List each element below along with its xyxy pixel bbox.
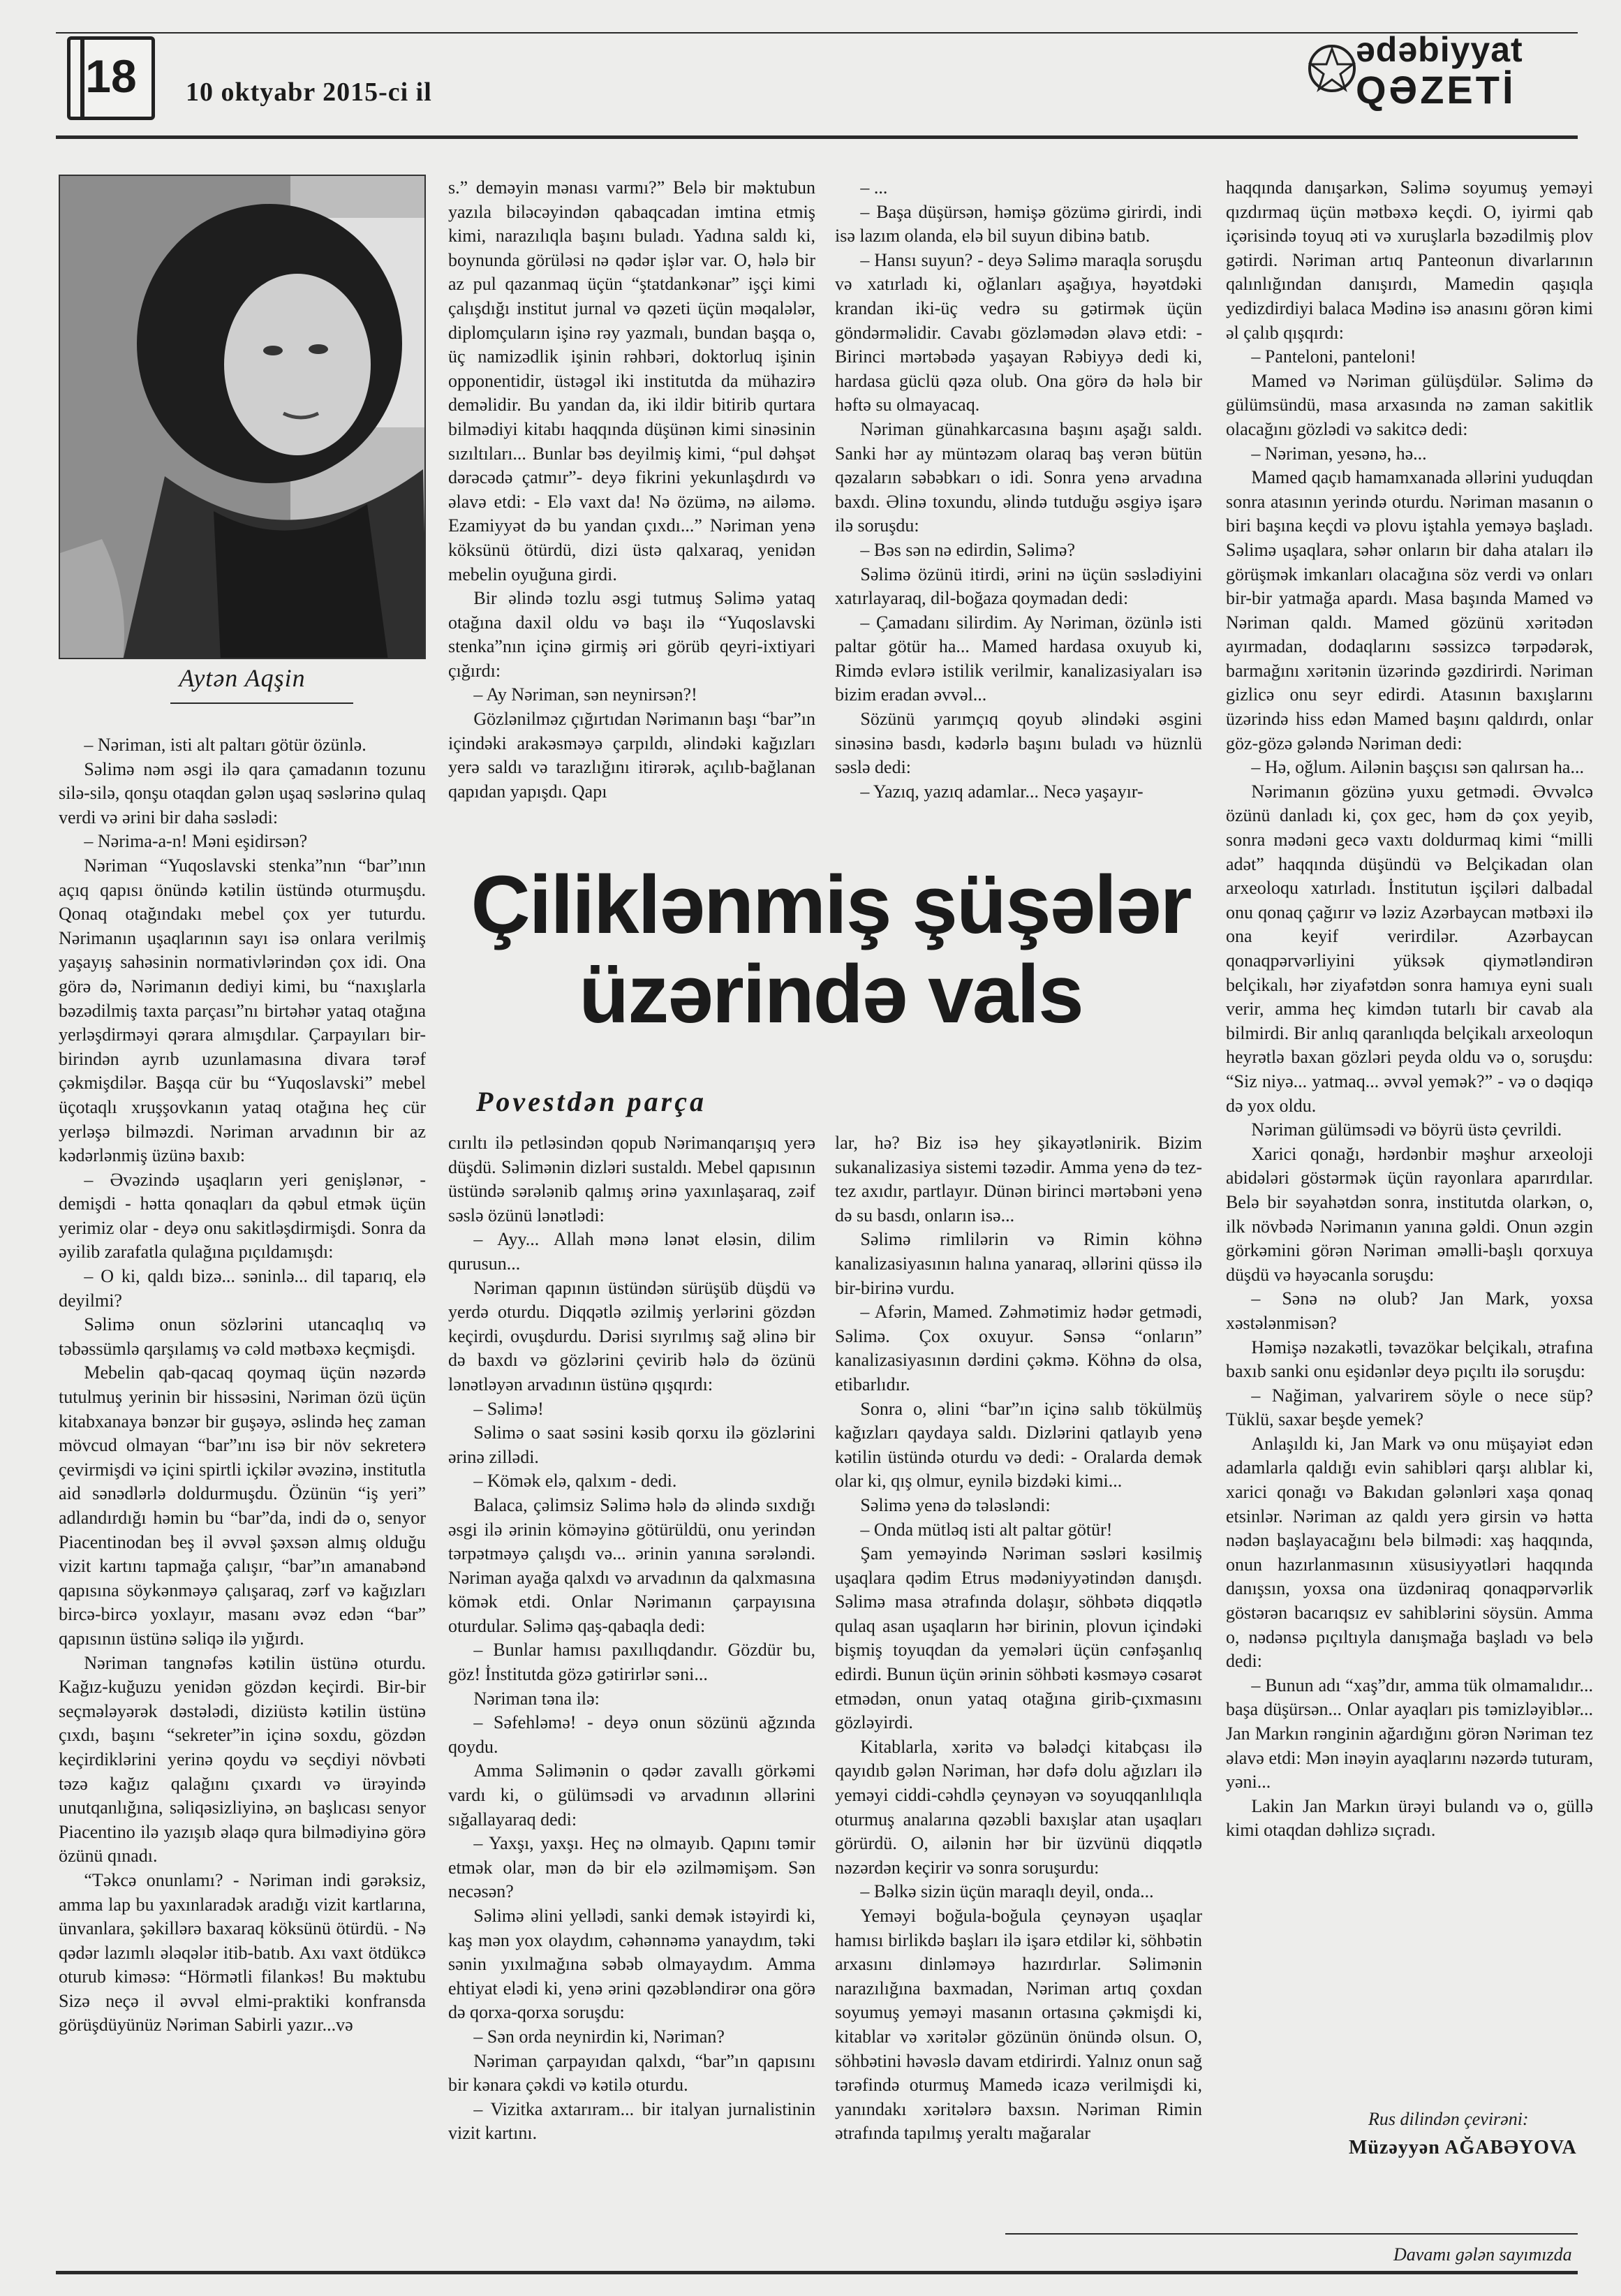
translator-name: Müzəyyən AĞABƏYOVA bbox=[1349, 2137, 1577, 2158]
paragraph: lar, hə? Biz isə hey şikayətlənirik. Bizim sukanalizasiya sistemi təzədir. Amma yenə də tez-tez axıdır, partlayır. Dünən birinci mərtəbəni yenə də su basdı, onların isə... bbox=[835, 1133, 1202, 1226]
paragraph: Balaca, çəlimsiz Səlimə hələ də əlində sıxdığı əsgi ilə ərinin köməyinə götürüldü, onu yerindən tərpətməyə çalışdı və... ərinin yanına sərələndi. Nəriman ayağa qalxdı və arvadının da qalxmasına kömək etdi. Onlar Nərimanın çarpayısına oturdular. Səlimə qaş-qabaqla dedi: bbox=[448, 1494, 815, 1636]
paragraph: – Onda mütləq isti alt paltar götür! bbox=[860, 1519, 1113, 1540]
caption-underline bbox=[170, 702, 353, 704]
column-3-bottom bbox=[835, 1131, 1202, 2262]
paragraph: Mebelin qab-qacaq qoymaq üçün nəzərdə tutulmuş yerinin bir hissəsini, Nəriman özü üçün kitabxanaya bənzər bir guşəyə, əslində heç zaman mövcud olmayan “bar”ını isə bir növ sekreterə çevirmişdi və içini spirtli içkilər əvəzinə, institutla aid sənədlərlə doldurmuşdu. Özünün “iş yeri” adlandırdığı həmin bu “bar”da, indi də o, senyor Piacentinodan beş il əvvəl şəxsən almış olduğu vizit kartını tapmağa çalışır, “bar”ın amanabənd qapısına söykənməyə çalışaraq, zərf və kağızları bircə-bircə yoxlayır, masanı əvəz edən “bar” qapısının üstünə səliqə ilə yığırdı. bbox=[59, 1362, 426, 1649]
star-emblem-icon bbox=[1307, 43, 1357, 94]
paragraph: Gözlənilməz çığırtıdan Nərimanın başı “bar”ın içindəki arakəsməyə çarpıldı, əlindəki kağızları yerə saldı və tarazlığını itirərək, açılıb-bağlanan qapıdan yapışdı. Qapı bbox=[448, 709, 815, 802]
paragraph: Səlimə yenə də tələsləndi: bbox=[860, 1494, 1051, 1515]
paragraph: – Yaxşı, yaxşı. Heç nə olmayıb. Qapını təmir etmək olar, mən də bir elə əzilməmişəm. Sən necəsən? bbox=[448, 1833, 815, 1902]
paragraph: Şam yeməyində Nəriman səsləri kəsilmiş uşaqlara qədim Etrus mədəniyyətindən danışdı. Səlimə masa ətrafında dolaşır, söhbətə diqqətlə qulaq asan uşaqların hər birinin, plovun içindəki bişmiş toyuqdan da yemələri üçün cənfəşanlıq edirdi. Bunun üçün ərinin söhbəti kəsməyə cəsarət etmədən, onun yataq otağına girib-çıxmasını gözləyirdi. bbox=[835, 1543, 1202, 1733]
paragraph: – Vizitka axtarıram... bir italyan jurnalistinin vizit kartını. bbox=[448, 2098, 815, 2144]
footer-rule bbox=[56, 2271, 1578, 2274]
paragraph: – Afərin, Mamed. Zəhmətimiz hədər getmədi, Səlimə. Çox oxuyur. Sənsə “onların” kanalizasiyasının dərdini çəkmə. Köhnə də olsa, etibarlıdır. bbox=[835, 1302, 1202, 1394]
paragraph: Səlimə rimlilərin və Rimin köhnə kanalizasiyasının halına yanaraq, əllərini qüssə ilə bir-birinə vurdu. bbox=[835, 1229, 1202, 1298]
paragraph: – Nəriman, isti alt paltarı götür özünlə. bbox=[84, 735, 367, 755]
column-2-top bbox=[448, 176, 815, 867]
paragraph: Səlimə özünü itirdi, ərini nə üçün səslədiyini xatırlayaraq, dil-boğaza qoymadan dedi: bbox=[835, 564, 1202, 609]
column-4 bbox=[1226, 176, 1593, 2103]
paragraph: haqqında danışarkən, Səlimə soyumuş yeməyi qızdırmaq üçün mətbəxə keçdi. O, iyirmi qab içərisində toyuq əti və xuruşlarla bəzədilmiş plov gətirdi. Nəriman artıq Panteonun divarlarının qalınlığından danışırdı, Mamedin qaşıqla yedizdirdiyi balaca Mədinə isə anasını görən kimi əl çalıb qışqırdı: bbox=[1226, 177, 1593, 343]
paragraph: – Hansı suyun? - deyə Səlimə maraqla soruşdu və xatırladı ki, oğlanları aşağıya, həyətdəki krandan iki-üç vedrə su gətirmək üçün göndərməlidir. Cavabı gözləmədən əlavə etdi: - Birinci mərtəbədə yaşayan Rəbiyyə dedi ki, hardasa güclü qəza olub. Ona görə də hələ bir həftə su olmayacaq. bbox=[835, 249, 1202, 415]
paragraph: “Təkcə onunlamı? - Nəriman indi gərəksiz, amma lap bu yaxınlaradək aradığı vizit kartlarına, ünvanlara, şəkillərə baxaraq köksünü ötürdü. - Nə qədər lazımlı ələqələr itib-batıb. Axı vaxt ötdükcə oturub kiməsə: “Hörmətli filankəs! Bu məktubu Sizə neçə il əvvəl elmi-praktiki konfransda görüşdüyünüz Nəriman Sabirli yazır...və bbox=[59, 1869, 426, 2036]
paragraph: – Ayy... Allah mənə lənət eləsin, dilim qurusun... bbox=[448, 1229, 815, 1274]
masthead bbox=[1307, 29, 1565, 120]
paragraph: – Sənə nə olub? Jan Mark, yoxsa xəstələnmisən? bbox=[1226, 1288, 1593, 1333]
article-title bbox=[447, 860, 1215, 1039]
paragraph: Kitablarla, xəritə və bələdçi kitabçası ilə qayıdıb gələn Nəriman, hər dəfə dolu ağızları ilə yeməyi ciddi-cəhdlə çeynəyən və soyuqqanlılıqla oturmuş analarına qəzəbli baxışlar atan uşaqları görürdü. O, ailənin hər bir üzvünü diqqətlə nəzərdən keçirir və sonra soruşurdu: bbox=[835, 1736, 1202, 1878]
paragraph: Bir əlində tozlu əsgi tutmuş Səlimə yataq otağına daxil oldu və başı ilə “Yuqoslavski stenka”nın içinə girmiş əri görüb qeyri-ixtiyari çığırdı: bbox=[448, 588, 815, 681]
article-subtitle: Povestdən parça bbox=[476, 1086, 706, 1117]
paragraph: Xarici qonağı, hərdənbir məşhur arxeoloji abidələri göstərmək üçün rayonlara aparırdılar. Belə bir səyahətdən sonra, institutda olarkən, o, ilk növbədə Nərimanın yanına gəldi. Onun əzgin görkəmini görən Nəriman əməlli-başlı qorxuya düşdü və həyəcanla soruşdu: bbox=[1226, 1143, 1593, 1285]
title-line-1: Çiliklənmiş şüşələr bbox=[471, 859, 1191, 951]
translation-note: Rus dilindən çevirəni: bbox=[1368, 2109, 1529, 2129]
paragraph: – Bəlkə sizin üçün maraqlı deyil, onda... bbox=[860, 1881, 1154, 1902]
paragraph: – Sən orda neynirdin ki, Nəriman? bbox=[473, 2026, 725, 2047]
paragraph: – Bunlar hamısı paxıllıqdandır. Gözdür bu, göz! İnstitutda gözə gətirirlər səni... bbox=[448, 1640, 815, 1685]
masthead-line1: ədəbiyyat bbox=[1356, 30, 1523, 69]
paragraph: – Başa düşürsən, həmişə gözümə girirdi, indi isə lazım olanda, elə bil suyun dibinə batıb. bbox=[835, 201, 1202, 246]
page-number-box bbox=[67, 36, 155, 120]
paragraph: Nəriman qapının üstündən sürüşüb düşdü və yerdə oturdu. Diqqətlə əzilmiş yerlərini gözdən keçirdi, ovuşdurdu. Dərisi sıyrılmış sağ əlinə bir də baxdı və gözlərini çevirib hələ də özünü lənətləyən arvadının üstünə qışqırdı: bbox=[448, 1277, 815, 1394]
paragraph: Səlimə nəm əsgi ilə qara çamadanın tozunu silə-silə, qonşu otaqdan gələn uşaq səslərinə qulaq verdi və ərini bir daha səslədi: bbox=[59, 758, 426, 827]
paragraph: Mamed və Nəriman gülüşdülər. Səlimə də gülümsündü, masa arxasında nə zaman sakitlik olacağını gözlədi və sakitcə dedi: bbox=[1226, 370, 1593, 439]
title-line-2: üzərində vals bbox=[579, 948, 1083, 1040]
paragraph: – Bəs sən nə edirdin, Səlimə? bbox=[860, 539, 1075, 560]
paragraph: Lakin Jan Markın ürəyi bulandı və o, güllə kimi otaqdan dəhlizə sıçradı. bbox=[1226, 1795, 1593, 1841]
column-2-bottom bbox=[448, 1131, 815, 2262]
paragraph: cırıltı ilə petləsindən qopub Nərimanqarışıq yerə düşdü. Səlimənin dizləri sustaldı. Mebel qapısının üstündə sərələnib qalmış ərinə yaxınlaşaraq, zəif səslə özünü lənətlədi: bbox=[448, 1133, 815, 1226]
paragraph: Səlimə onun sözlərini utancaqlıq və təbəssümlə qarşılamış və cəld mətbəxə keçmişdi. bbox=[59, 1314, 426, 1359]
author-portrait-image bbox=[60, 176, 426, 659]
paragraph: – Kömək elə, qalxım - dedi. bbox=[473, 1471, 677, 1492]
paragraph: Nəriman təna ilə: bbox=[473, 1688, 600, 1709]
paragraph: Səlimə o saat səsini kəsib qorxu ilə gözlərini ərinə zillədi. bbox=[448, 1422, 815, 1467]
paragraph: Həmişə nəzakətli, təvazökar belçikalı, ətrafına baxıb sanki onu eşidənlər deyə pıçıltı ilə soruşdu: bbox=[1226, 1337, 1593, 1382]
column-1 bbox=[59, 733, 426, 2262]
paragraph: – Bunun adı “xaş”dır, amma tük olmamalıdır... başa düşürsən... Onlar ayaqları pis təmizləyiblər... Jan Markın rənginin ağardığını görən Nəriman tez əlavə etdi: Mən inəyin ayaqlarını nəzərdə tuturam, yəni... bbox=[1226, 1675, 1593, 1793]
author-name: Aytən Aqşin bbox=[179, 664, 306, 692]
paragraph: – Ay Nəriman, sən neynirsən?! bbox=[473, 684, 697, 705]
paragraph: – Yazıq, yazıq adamlar... Necə yaşayır- bbox=[860, 781, 1143, 802]
author-photo bbox=[59, 175, 426, 659]
paragraph: Yeməyi boğula-boğula çeynəyən uşaqlar hamısı birlikdə başları ilə işarə etdilər ki, söhbətin arxasını dinləməyə hazırdırlar. Səlimənin narazılığına baxmadan, Nəriman artıq çoxdan soyumuş yeməyi masanın ortasına çəkmişdi ki, kitablar və xəritələr gözünün önündə olsun. O, söhbətini həvəslə davam etdirirdi. Yalnız onun sağ tərəfində oturmuş Mamedə icazə verilmişdi ki, yanındakı xəritələrə baxsın. Nəriman Rimin ətrafında tapılmış yeraltı mağaralar bbox=[835, 1906, 1202, 2144]
paragraph: – ... bbox=[860, 177, 888, 198]
footer-hairline bbox=[1005, 2233, 1578, 2235]
paragraph: – Əvəzində uşaqların yeri genişlənər, - demişdi - hətta qonaqları da qəbul etmək üçün yerimiz olar - deyə onu sakitləşdirmişdi. Sonra da əyilib zarafatla qulağına pıçıldamışdı: bbox=[59, 1169, 426, 1263]
paragraph: – Hə, oğlum. Ailənin başçısı sən qalırsan ha... bbox=[1251, 757, 1584, 778]
page-number: 18 bbox=[85, 50, 137, 102]
paragraph: Sözünü yarımçıq qoyub əlindəki əsgini sinəsinə basdı, kədərlə başını buladı və hüznlü səslə dedi: bbox=[835, 709, 1202, 778]
paragraph: – Səlimə! bbox=[473, 1398, 544, 1419]
paragraph: Anlaşıldı ki, Jan Mark və onu müşayiət edən adamlarla qaldığı evin sahibləri qarşı alıblar ki, xarici qonağı və Bakıdan gələnləri xaşa qonaq etsinlər. Nəriman az qaldı yerə girsin və hətta nədən başlayacağını belə bilmədi: xaş haqqında, onun hazırlanmasının xüsusiyyətləri haqqında danışsın, yoxsa ona üzdəniraq qonaqpərvərlik göstərən bacarıqsız ev sahiblərini söysün. Amma o, nədənsə pıçıltıyla danışmağa başladı və belə dedi: bbox=[1226, 1433, 1593, 1672]
issue-date: 10 oktyabr 2015-ci il bbox=[186, 78, 432, 107]
paragraph: Nəriman çarpayıdan qalxdı, “bar”ın qapısını bir kənara çəkdi və kətilə oturdu. bbox=[448, 2050, 815, 2096]
paragraph: – Çamadanı silirdim. Ay Nəriman, özünlə isti paltar götür ha... Mamed hardasa oxuyub ki, Rimdə evlərə istilik verilmir, kanalizasiyaları isə bizim eradan əvvəl... bbox=[835, 612, 1202, 705]
paragraph: – O ki, qaldı bizə... səninlə... dil taparıq, elə deyilmi? bbox=[59, 1266, 426, 1311]
paragraph: Nəriman günahkarcasına başını aşağı saldı. Sanki hər ay müntəzəm olaraq baş verən bütün qəzaların səbəbkarı o idi. Sonra yenə arvadına baxdı. Əlinə toxundu, əlində tutduğu əsgiyə işarə ilə soruşdu: bbox=[835, 418, 1202, 536]
continued-note: Davamı gələn sayımızda bbox=[1393, 2244, 1572, 2265]
masthead-line2: QƏZETİ bbox=[1356, 68, 1516, 112]
paragraph: Nəriman “Yuqoslavski stenka”nın “bar”ının açıq qapısı önündə kətilin üstündə oturmuşdu. Qonaq otağındakı mebel çox yer tuturdu. Nərimanın uşaqlarının sayı isə onlara verilmiş yaşayış sahəsinin normativlərindən çox idi. Ona görə də, Nərimanın dediyi kimi, bu “naxışlarla bəzədilmiş taxta parçası”nı birtəhər yataq otağına yerləşdirməyi qərara almışdılar. Çarpayıları bir-birindən ayrıb uzunlamasına divara tərəf çəkmişdilər. Başqa cür bu “Yuqoslavski” mebel üçotaqlı xruşşovkanın yataq otağına heç cür yerləşə bilməzdi. Nəriman arvadının bir az kədərlənmiş üzünə baxıb: bbox=[59, 855, 426, 1166]
paragraph: Nərimanın gözünə yuxu getmədi. Əvvəlcə özünü danladı ki, çox gec, həm də çox yeyib, sonra mədəni gecə vaxtı doldurmaq kimi “milli adət” haqqında düşündü və Belçikadan olan arxeoloqu xatırladı. İnstitutun işçiləri dalbadal onu qonaq çağırır və ləziz Azərbaycan mətbəxi ilə ona keyif verirdilər. Azərbaycan qonaqpərvərliyini yüksək qiymətləndirən belçikalı, hər ziyafətdən sonra hamıya eyni sualı verir, amma heç kimdən tutarlı bir cavab ala bilmirdi. Bir anlıq qaranlıqda belçikalı arxeoloqun heyrətlə baxan gözləri peyda oldu və o, soruşdu: “Siz niyə... yatmaq... əvvəl yemək?” - və o dəqiqə də yox oldu. bbox=[1226, 781, 1593, 1116]
paragraph: Mamed qaçıb hamamxanada əllərini yuduqdan sonra atasının yerində oturdu. Nəriman masanın o biri başına keçdi və plovu iştahla yeməyə başladı. Səlimə uşaqlara, səhər onların bir daha ataları ilə görüşmək imkanları olacağına söz verdi və onları bir-bir yatmağa apardı. Masa başında Mamed və Nəriman qaldı. Mamed gözünü xəritədən ayırmadan, dodaqlarını səssizcə tərpədərək, barmağını xəritənin üzərində gəzdirirdi. Nəriman gizlicə onu seyr edirdi. Atasının baxışlarını üzərində hiss edən Mamed başını qaldırdı, onlar göz-gözə gələndə Nəriman dedi: bbox=[1226, 467, 1593, 753]
paragraph: Səlimə əlini yellədi, sanki demək istəyirdi ki, kaş mən yox olaydım, cəhənnəmə yanaydım, təki sənin yıxılmağına səbəb olmayaydım. Amma ehtiyat elədi ki, yenə ərini qəzəbləndirər ona görə də qorxa-qorxa soruşdu: bbox=[448, 1906, 815, 2023]
paragraph: – Səfehləmə! - deyə onun sözünü ağzında qoydu. bbox=[448, 1712, 815, 1757]
paragraph: – Nağiman, yalvarirem söyle o nece süp? Tüklü, saxar beşde yemek? bbox=[1226, 1385, 1593, 1430]
paragraph: – Panteloni, panteloni! bbox=[1251, 346, 1416, 367]
paragraph: Nəriman tangnəfəs kətilin üstünə oturdu. Kağız-kuğuzu yenidən gözdən keçirdi. Bir-bir seçmələyərək dəstələdi, diziüstə kətilin üstünə çıxdı, başını “sekreter”in içinə soxdu, gözdən keçirdiklərini yerinə qoydu və seçdiyi növbəti təzə kağız qalağını çıxardı və ürəyində unutqanlığına, səliqəsizliyinə, ən başlıcası senyor Piacentino ilə yazışıb əlaqə qura bilmədiyinə görə özünü qınadı. bbox=[59, 1652, 426, 1867]
paragraph: Amma Səlimənin o qədər zavallı görkəmi vardı ki, o gülümsədi və arvadının əllərini sığallayaraq dedi: bbox=[448, 1760, 815, 1830]
paragraph: Nəriman gülümsədi və böyrü üstə çevrildi. bbox=[1251, 1119, 1562, 1140]
header-rule bbox=[56, 135, 1578, 139]
paragraph: – Nərima-a-n! Məni eşidirsən? bbox=[84, 831, 308, 852]
paragraph: s.” deməyin mənası varmı?” Belə bir məktubun yazıla biləcəyindən qabaqcadan imtina etmiş kimi, narazılıqla başını buladı. Yadına saldı ki, boynunda görüləsi nə qədər işlər var. O, hələ bir az pul qazanmaq üçün “ştatdankənar” işçi kimi çalışdığı institut jurnal və qəzeti üçün məqalələr, diplomçuların işinə rəy yazmalı, bundan başqa o, üç namizədlik işinin rəhbəri, doktorluq işinin opponentidir, üstəgəl iki institutda da mühazirə deməlidir. Bu yandan da, iki ildir bitirib qurtara bilmədiyi kitabı haqqında düşünən kimi sinəsinin sızıltıları... Bunlar bəs deyilmiş kimi, “pul dəhşət dərəcədə çatmır”- deyə fikrini yekunlaşdırdı və əlavə etdi: - Elə vaxt da! Nə özümə, nə ailəmə. Ezamiyyət də bu yandan çıxdı...” Nəriman yenə köksünü ötürdü, dizi üstə qalxaraq, yenidən mebelin oyuğuna girdi. bbox=[448, 177, 815, 584]
paragraph: Sonra o, əlini “bar”ın içinə salıb tökülmüş kağızları qaydaya saldı. Dizlərini qatlayıb yenə kətilin üstündə oturdu və dedi: - Oralarda demək olar ki, qış olmur, eynilə bizdəki kimi... bbox=[835, 1398, 1202, 1492]
paragraph: – Nəriman, yesənə, hə... bbox=[1251, 443, 1427, 464]
column-3-top bbox=[835, 176, 1202, 867]
